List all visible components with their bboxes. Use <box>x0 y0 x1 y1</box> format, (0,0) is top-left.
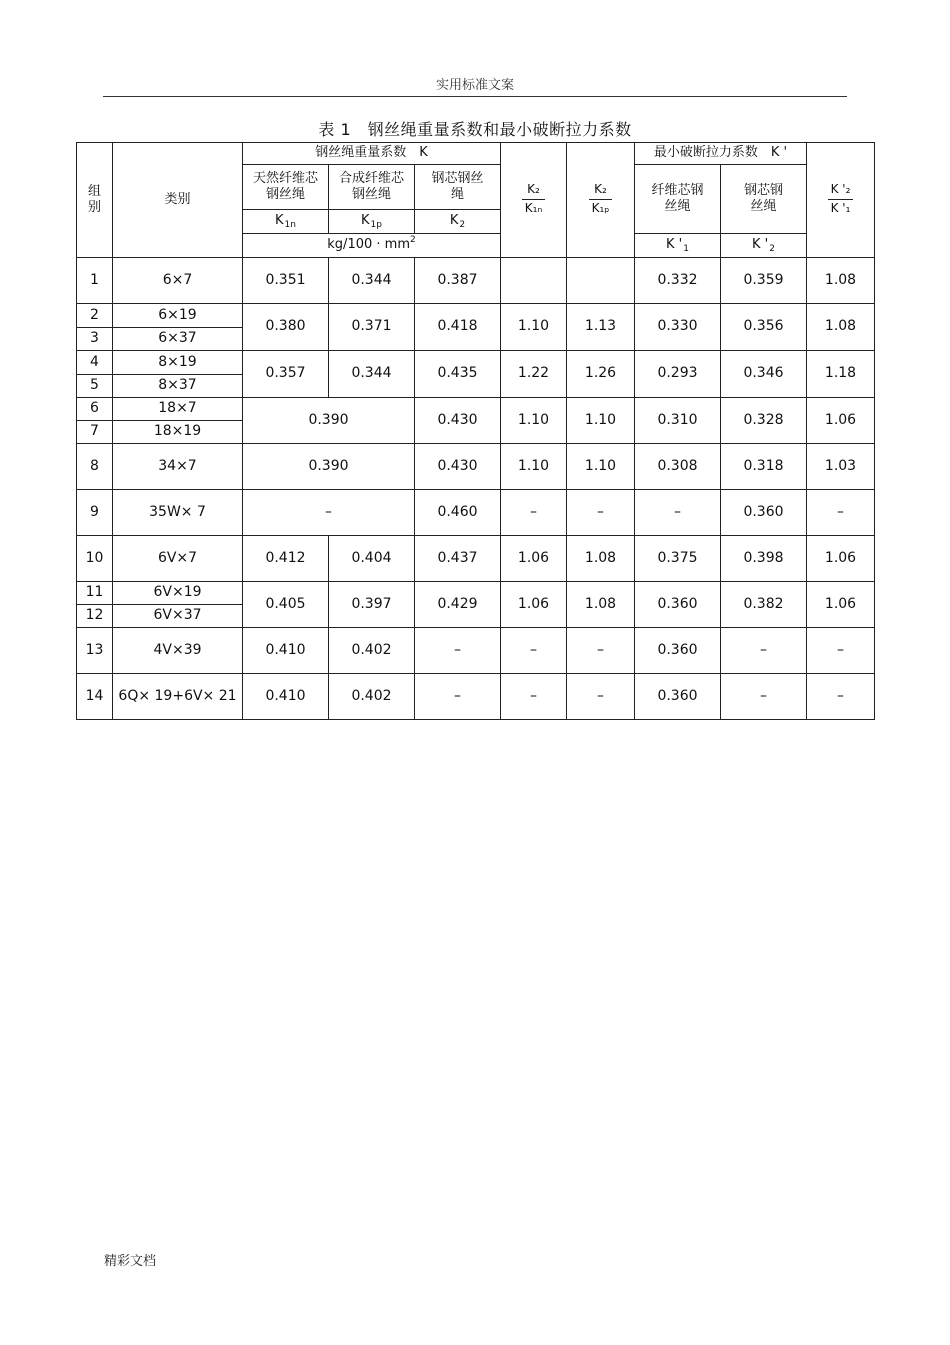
table-row <box>77 536 875 582</box>
value-cell: 0.387 <box>415 258 501 304</box>
category-cell: 6×19 <box>113 304 243 328</box>
category-cell: 6Q× 19+6V× 21 <box>113 674 243 720</box>
symbol-kp1: K '$_1$ <box>635 234 721 258</box>
header-group: 组别 <box>77 143 113 258</box>
group-cell: 5 <box>77 375 113 398</box>
value-cell: 0.410 <box>243 628 329 674</box>
value-cell <box>567 258 635 304</box>
category-cell: 18×7 <box>113 398 243 421</box>
header-steel-core: 钢芯钢丝绳 <box>415 165 501 210</box>
value-cell: 0.429 <box>415 582 501 628</box>
group-cell: 11 <box>77 582 113 605</box>
value-cell: 1.18 <box>807 351 875 398</box>
page-header: 实用标准文案 <box>435 78 514 93</box>
header-weight-coefficient: 钢丝绳重量系数 K <box>243 143 501 165</box>
group-cell: 8 <box>77 444 113 490</box>
value-cell: 0.397 <box>329 582 415 628</box>
value-cell: 0.405 <box>243 582 329 628</box>
header-breaking-coefficient: 最小破断拉力系数 K ' <box>635 143 807 165</box>
value-cell: 1.08 <box>567 536 635 582</box>
value-cell: 0.460 <box>415 490 501 536</box>
value-cell: 0.360 <box>635 628 721 674</box>
value-cell <box>501 258 567 304</box>
value-cell: 0.344 <box>329 258 415 304</box>
value-cell: 0.390 <box>243 398 415 444</box>
value-cell: 1.10 <box>501 304 567 351</box>
value-cell: 1.06 <box>501 582 567 628</box>
group-cell: 2 <box>77 304 113 328</box>
group-cell: 1 <box>77 258 113 304</box>
value-cell: 0.357 <box>243 351 329 398</box>
header-ratio-k2-k1n: $\frac{\text{K₂}}{\text{K₁ₙ}}$ <box>501 143 567 258</box>
value-cell: 0.382 <box>721 582 807 628</box>
table-row <box>77 444 875 490</box>
group-cell: 9 <box>77 490 113 536</box>
header-rule <box>103 96 847 97</box>
category-cell: 6V×37 <box>113 605 243 628</box>
value-cell: 1.10 <box>501 444 567 490</box>
value-cell: 0.371 <box>329 304 415 351</box>
header-ratio-kp2-kp1: $\frac{\text{K '₂}}{\text{K '₁}}$ <box>807 143 875 258</box>
category-cell: 6×7 <box>113 258 243 304</box>
header-category: 类别 <box>113 143 243 258</box>
symbol-k1p: $K_{1p}$ <box>329 210 415 234</box>
value-cell: 0.380 <box>243 304 329 351</box>
group-cell: 12 <box>77 605 113 628</box>
table-title: 表 1 钢丝绳重量系数和最小破断拉力系数 <box>318 120 632 139</box>
table-row <box>77 674 875 720</box>
group-cell: 7 <box>77 421 113 444</box>
coefficient-table <box>76 142 875 720</box>
value-cell: – <box>807 628 875 674</box>
value-cell: 0.293 <box>635 351 721 398</box>
value-cell: – <box>567 674 635 720</box>
value-cell: 1.10 <box>567 444 635 490</box>
category-cell: 6×37 <box>113 328 243 351</box>
value-cell: 0.346 <box>721 351 807 398</box>
value-cell: 0.418 <box>415 304 501 351</box>
value-cell: 0.412 <box>243 536 329 582</box>
table-row <box>77 304 875 328</box>
value-cell: 0.359 <box>721 258 807 304</box>
category-cell: 6V×19 <box>113 582 243 605</box>
category-cell: 35W× 7 <box>113 490 243 536</box>
header-synthetic-fiber-core: 合成纤维芯钢丝绳 <box>329 165 415 210</box>
value-cell: – <box>567 628 635 674</box>
symbol-k1n: $K_{1n}$ <box>243 210 329 234</box>
value-cell: – <box>501 674 567 720</box>
value-cell: 0.360 <box>635 582 721 628</box>
value-cell: 1.06 <box>807 536 875 582</box>
value-cell: 0.404 <box>329 536 415 582</box>
value-cell: 1.06 <box>807 398 875 444</box>
header-break-steel-core: 钢芯钢丝绳 <box>721 165 807 234</box>
value-cell: – <box>635 490 721 536</box>
value-cell: 0.398 <box>721 536 807 582</box>
category-cell: 6V×7 <box>113 536 243 582</box>
value-cell: 0.390 <box>243 444 415 490</box>
value-cell: – <box>415 674 501 720</box>
header-natural-fiber-core: 天然纤维芯钢丝绳 <box>243 165 329 210</box>
value-cell: 0.435 <box>415 351 501 398</box>
value-cell: 0.330 <box>635 304 721 351</box>
value-cell: – <box>721 628 807 674</box>
value-cell: 1.10 <box>501 398 567 444</box>
value-cell: 1.22 <box>501 351 567 398</box>
value-cell: – <box>807 674 875 720</box>
value-cell: 0.351 <box>243 258 329 304</box>
table-row <box>77 258 875 304</box>
category-cell: 18×19 <box>113 421 243 444</box>
value-cell: 1.03 <box>807 444 875 490</box>
value-cell: 1.06 <box>807 582 875 628</box>
table-row <box>77 351 875 375</box>
value-cell: 1.10 <box>567 398 635 444</box>
value-cell: 0.402 <box>329 674 415 720</box>
header-ratio-k2-k1p: $\frac{\text{K₂}}{\text{K₁ₚ}}$ <box>567 143 635 258</box>
table-row <box>77 628 875 674</box>
value-cell: 0.356 <box>721 304 807 351</box>
value-cell: 0.344 <box>329 351 415 398</box>
value-cell: 0.437 <box>415 536 501 582</box>
value-cell: 1.13 <box>567 304 635 351</box>
value-cell: 0.318 <box>721 444 807 490</box>
value-cell: 0.332 <box>635 258 721 304</box>
category-cell: 8×19 <box>113 351 243 375</box>
value-cell: 0.328 <box>721 398 807 444</box>
table-row <box>77 490 875 536</box>
value-cell: – <box>415 628 501 674</box>
group-cell: 14 <box>77 674 113 720</box>
value-cell: 1.08 <box>807 258 875 304</box>
value-cell: – <box>243 490 415 536</box>
value-cell: – <box>807 490 875 536</box>
value-cell: – <box>501 628 567 674</box>
value-cell: 0.402 <box>329 628 415 674</box>
value-cell: 0.308 <box>635 444 721 490</box>
value-cell: – <box>721 674 807 720</box>
value-cell: 1.26 <box>567 351 635 398</box>
value-cell: 0.430 <box>415 398 501 444</box>
value-cell: 0.360 <box>635 674 721 720</box>
page-footer: 精彩文档 <box>104 1254 157 1269</box>
value-cell: 1.06 <box>501 536 567 582</box>
symbol-kp2: K '$_2$ <box>721 234 807 258</box>
value-cell: 1.08 <box>807 304 875 351</box>
category-cell: 4V×39 <box>113 628 243 674</box>
category-cell: 8×37 <box>113 375 243 398</box>
symbol-k2: $K_2$ <box>415 210 501 234</box>
group-cell: 6 <box>77 398 113 421</box>
group-cell: 10 <box>77 536 113 582</box>
unit-label: $kg/100 \cdot mm^2$ <box>243 234 501 258</box>
value-cell: 0.360 <box>721 490 807 536</box>
group-cell: 3 <box>77 328 113 351</box>
value-cell: – <box>501 490 567 536</box>
value-cell: 1.08 <box>567 582 635 628</box>
value-cell: 0.375 <box>635 536 721 582</box>
value-cell: – <box>567 490 635 536</box>
header-break-fiber-core: 纤维芯钢丝绳 <box>635 165 721 234</box>
value-cell: 0.410 <box>243 674 329 720</box>
table-row <box>77 582 875 605</box>
value-cell: 0.430 <box>415 444 501 490</box>
category-cell: 34×7 <box>113 444 243 490</box>
value-cell: 0.310 <box>635 398 721 444</box>
group-cell: 13 <box>77 628 113 674</box>
group-cell: 4 <box>77 351 113 375</box>
table-row <box>77 398 875 421</box>
